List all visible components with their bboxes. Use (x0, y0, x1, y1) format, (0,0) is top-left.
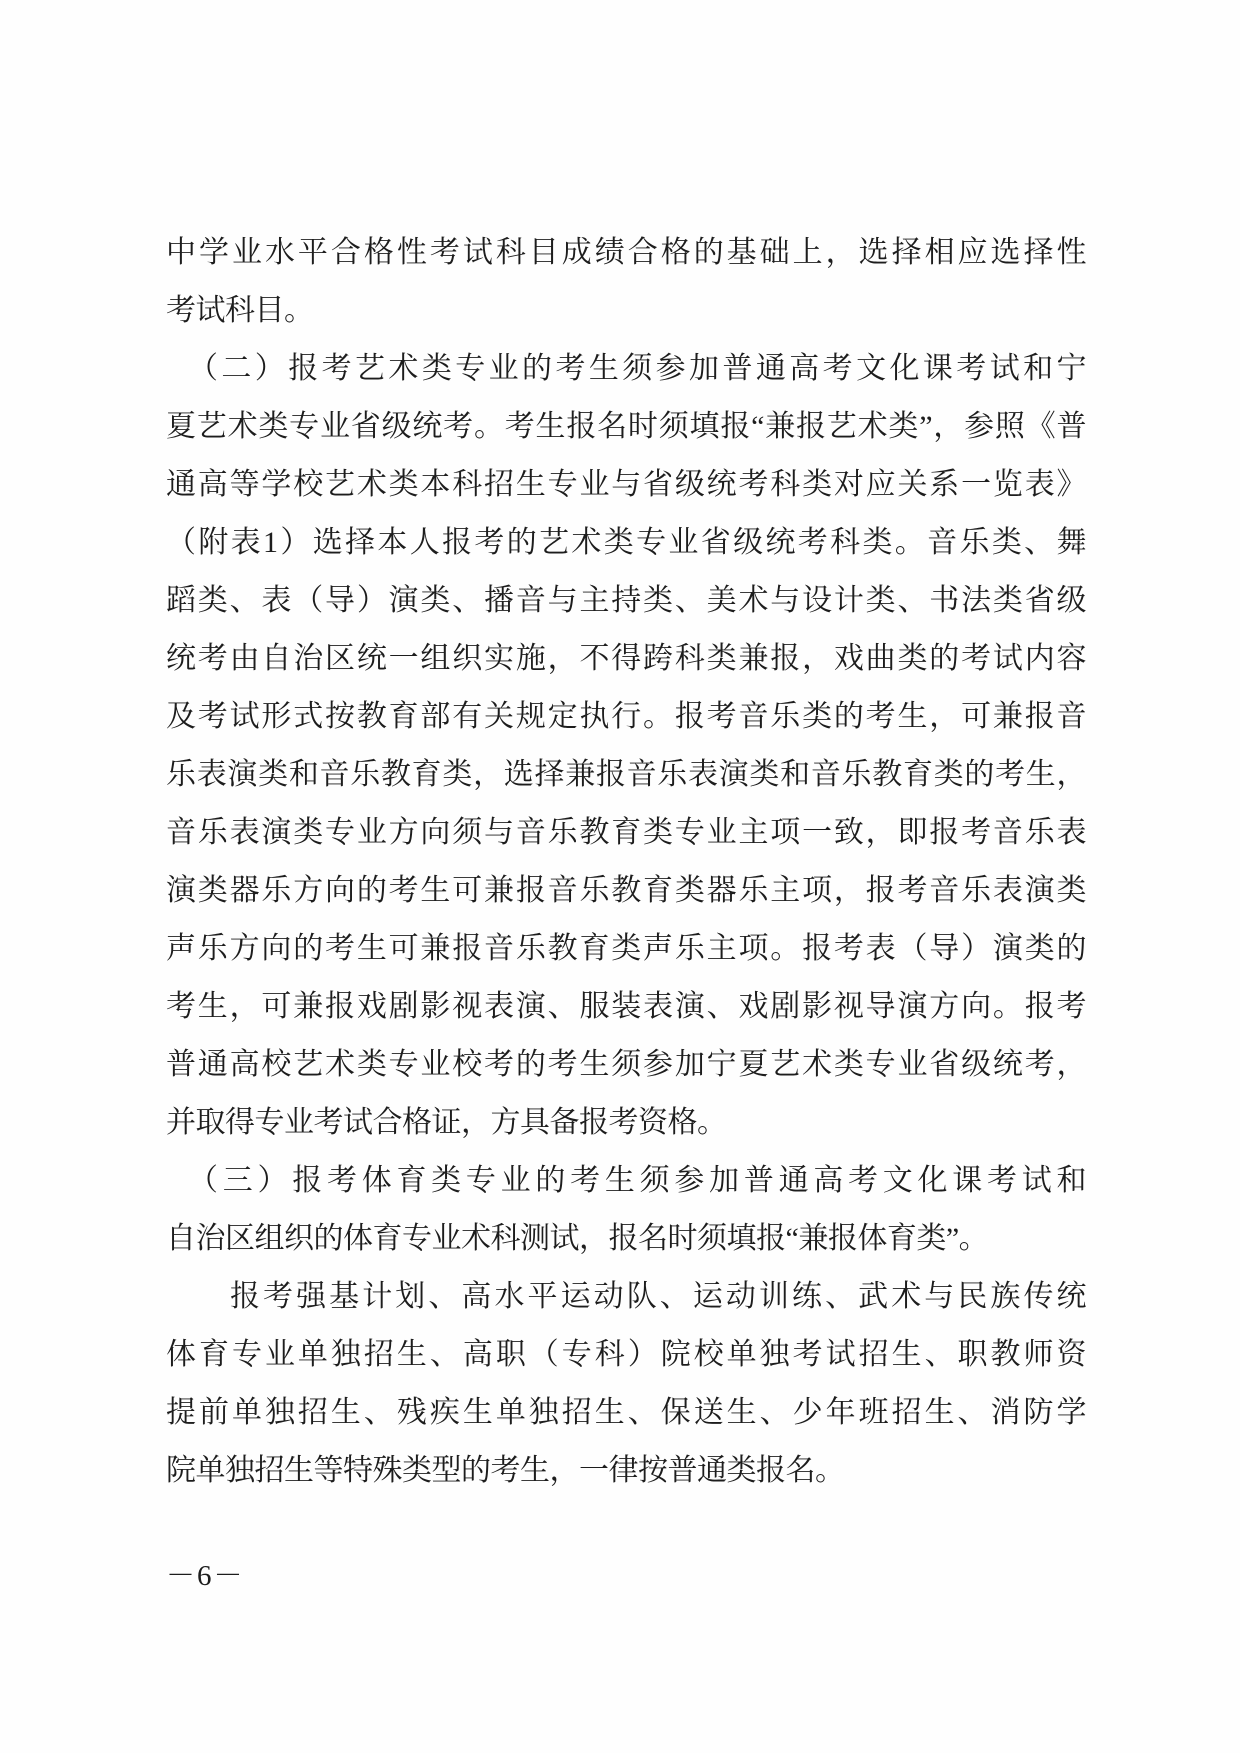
text-line: 声乐方向的考生可兼报音乐教育类声乐主项。报考表（导）演类的 (166, 932, 1086, 965)
text-line: （三）报考体育类专业的考生须参加普通高考文化课考试和 (188, 1164, 1086, 1197)
text-line: （二）报考艺术类专业的考生须参加普通高考文化课考试和宁 (188, 352, 1086, 385)
text-line: 自治区组织的体育专业术科测试，报名时须填报“兼报体育类”。 (166, 1222, 989, 1255)
page-footer (166, 1556, 245, 1596)
text-line: 统考由自治区统一组织实施，不得跨科类兼报，戏曲类的考试内容 (166, 642, 1086, 675)
page-number: －6－ (166, 1560, 245, 1592)
text-line: 院单独招生等特殊类型的考生，一律按普通类报名。 (166, 1454, 845, 1487)
text-line: 及考试形式按教育部有关规定执行。报考音乐类的考生，可兼报音 (166, 700, 1086, 733)
text-line: 演类器乐方向的考生可兼报音乐教育类器乐主项，报考音乐表演类 (166, 874, 1086, 907)
text-line: 乐表演类和音乐教育类，选择兼报音乐表演类和音乐教育类的考生， (166, 758, 1086, 791)
document-body (166, 224, 1086, 1500)
text-line: 中学业水平合格性考试科目成绩合格的基础上，选择相应选择性 (166, 236, 1086, 269)
text-line: 报考强基计划、高水平运动队、运动训练、武术与民族传统 (230, 1280, 1086, 1313)
text-line: 通高等学校艺术类本科招生专业与省级统考科类对应关系一览表》 (166, 468, 1086, 501)
text-line: 普通高校艺术类专业校考的考生须参加宁夏艺术类专业省级统考， (166, 1048, 1086, 1081)
text-line: 夏艺术类专业省级统考。考生报名时须填报“兼报艺术类”，参照《普 (166, 410, 1086, 443)
text-line: 蹈类、表（导）演类、播音与主持类、美术与设计类、书法类省级 (166, 584, 1086, 617)
text-line: （附表1）选择本人报考的艺术类专业省级统考科类。音乐类、舞 (166, 526, 1086, 559)
text-line: 考生，可兼报戏剧影视表演、服装表演、戏剧影视导演方向。报考 (166, 990, 1086, 1023)
text-line: 提前单独招生、残疾生单独招生、保送生、少年班招生、消防学 (166, 1396, 1086, 1429)
text-line: 音乐表演类专业方向须与音乐教育类专业主项一致，即报考音乐表 (166, 816, 1086, 849)
text-line: 体育专业单独招生、高职（专科）院校单独考试招生、职教师资 (166, 1338, 1086, 1371)
text-line: 考试科目。 (166, 294, 314, 327)
text-line: 并取得专业考试合格证，方具备报考资格。 (166, 1106, 727, 1139)
